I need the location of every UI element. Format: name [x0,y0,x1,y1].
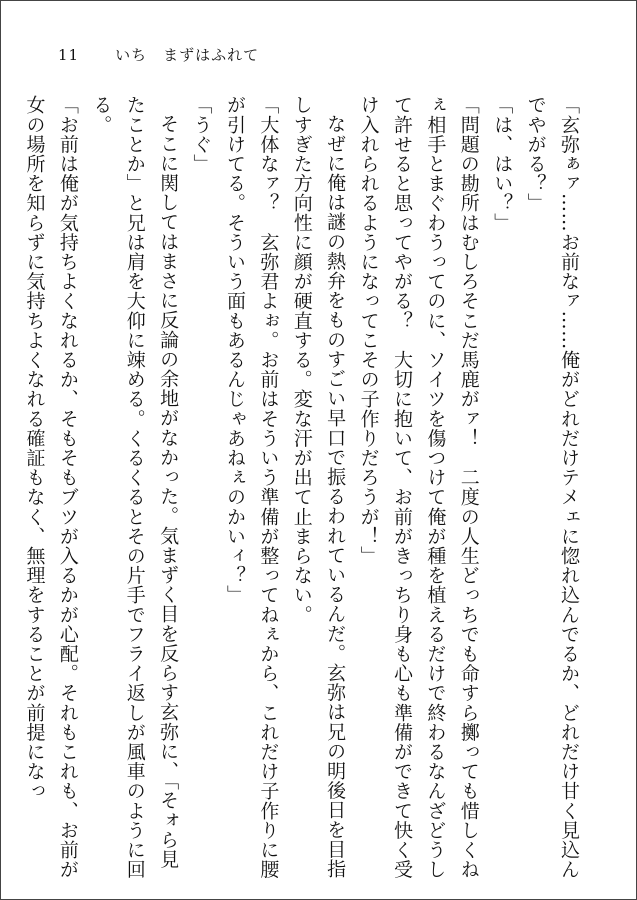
paragraph: 「うぐ」 [190,95,213,174]
vertical-body-text [17,95,585,885]
paragraph: 「問題の勘所はむしろそこだ馬鹿がァ！ 二度の人生どっちでも命すら擲っても惜しくねぇ相手とまぐわうってのに、ソイツを傷つけて俺が種を植えるだけで終わるなんざどうして許せると思ってやがる？ 大切に抱いて、お前がきっちり身も心も準備ができて快く受け入れられるようになってこその子作りだろうが！」 [357,95,480,879]
paragraph: 「は、はい？」 [491,95,514,233]
chapter-title: いち まずはふれて [115,46,260,64]
paragraph: そこに関してはまさに反論の余地がなかった。気まずく目を反らす玄弥に、「そォら見たことか」と兄は肩を大仰に竦める。くるくるとその片手でフライ返しが風車のように回る。 [90,95,180,879]
paragraph: 「大体なァ？ 玄弥君よぉ。お前はそういう準備が整ってねぇから、これだけ子作りに腰が引けてる。そういう面もあるんじゃあねぇのかいィ？」 [223,95,280,879]
paragraph: なぜに俺は謎の熱弁をものすごい早口で振るわれているんだ。玄弥は兄の明後日を目指しすぎた方向性に顔が硬直する。変な汗が出て止まらない。 [290,95,347,879]
page-number: 11 [58,46,80,64]
paragraph: 「玄弥ぁァ……お前なァ……俺がどれだけテメェに惚れ込んでるか、どれだけ甘く見込んでやがる？」 [524,95,580,879]
paragraph: 「お前は俺が気持ちよくなれるか、そもそもブツが入るかが心配。それもこれも、お前が女の場所を知らずに気持ちよくなれる確証もなく、無理をすることが前提になっ [23,95,79,879]
running-header [58,44,259,65]
